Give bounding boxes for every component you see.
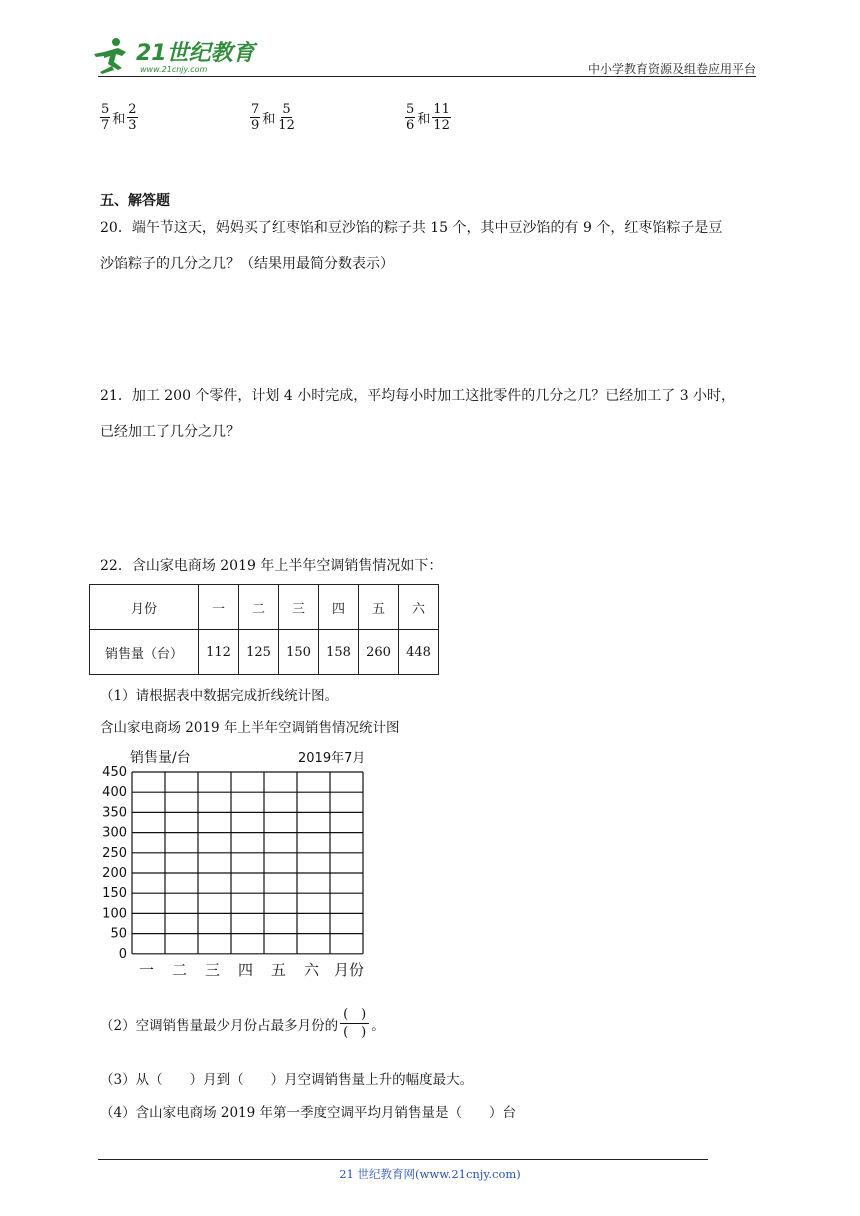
- y-tick-label: 0: [118, 946, 127, 962]
- logo-text: 21世纪教育: [136, 41, 255, 66]
- y-tick-label: 350: [102, 805, 127, 821]
- fraction: $\frac{5}{7}$: [101, 102, 110, 133]
- logo-url: www.21cnjy.com: [140, 65, 208, 74]
- x-tick-label: 一: [138, 960, 155, 979]
- fraction: $\frac{5}{6}$: [406, 102, 415, 133]
- y-tick-label: 300: [102, 825, 127, 841]
- y-tick-label: 150: [102, 886, 127, 902]
- question-22-intro: 22．含山家电商场 2019 年上半年空调销售情况如下：: [100, 558, 443, 574]
- table-cell: 125: [239, 630, 279, 675]
- question-text: 沙馅粽子的几分之几？（结果用最简分数表示）: [100, 256, 394, 272]
- answer-fraction-blank[interactable]: $\frac{( )}{( )}$: [340, 1006, 369, 1041]
- chart-date-label: 2019年7月: [298, 751, 366, 766]
- table-row: [90, 585, 439, 630]
- fraction: $\frac{7}{9}$: [251, 102, 260, 133]
- fraction-pair: $\frac{7}{9}$ 和 $\frac{5}{12}$: [251, 102, 295, 133]
- question-text: 20．端午节这天，妈妈买了红枣馅和豆沙馅的粽子共 15 个，其中豆沙馅的有 9 个，红枣馅粽子是豆: [100, 220, 723, 236]
- x-axis-label: 月份: [334, 960, 365, 979]
- footer-text: 21 世纪教育网(www.21cnjy.com): [339, 1167, 521, 1181]
- table-cell: 448: [399, 630, 439, 675]
- subquestion-1: （1）请根据表中数据完成折线统计图。: [100, 688, 339, 704]
- subquestion-2: （2）空调销售量最少月份占最多月份的 $\frac{( )}{( )}$ 。: [100, 1007, 385, 1040]
- y-axis-label: 销售量/台: [130, 750, 191, 766]
- table-cell: 四: [319, 585, 359, 630]
- footer-divider: [98, 1159, 708, 1160]
- x-tick-label: 二: [171, 960, 188, 979]
- question-20: [100, 210, 762, 282]
- table-cell: 六: [399, 585, 439, 630]
- subquestion-4: （4）含山家电商场 2019 年第一季度空调平均月销售量是（ ）台: [100, 1105, 517, 1121]
- platform-label: 中小学教育资源及组卷应用平台: [587, 62, 756, 76]
- y-tick-label: 400: [102, 785, 127, 801]
- y-tick-label: 200: [102, 866, 127, 881]
- sales-table: [89, 584, 439, 675]
- question-21: [100, 378, 762, 450]
- y-tick-label: 450: [102, 765, 127, 780]
- table-header-cell: 销售量（台）: [90, 630, 199, 675]
- x-tick-label: 三: [204, 960, 221, 979]
- x-tick-label: 五: [270, 960, 287, 979]
- y-tick-label: 250: [102, 845, 127, 861]
- site-logo: [92, 34, 262, 78]
- fraction-pair: $\frac{5}{6}$ 和 $\frac{11}{12}$: [406, 102, 450, 133]
- y-tick-label: 50: [110, 926, 127, 942]
- fraction-pair: $\frac{5}{7}$ 和 $\frac{2}{3}$: [101, 102, 137, 133]
- line-chart-grid[interactable]: [96, 742, 396, 987]
- fraction: $\frac{2}{3}$: [128, 102, 137, 133]
- table-cell: 三: [279, 585, 319, 630]
- chart-caption: 含山家电商场 2019 年上半年空调销售情况统计图: [100, 720, 400, 736]
- y-tick-label: 100: [102, 906, 127, 922]
- fraction: $\frac{5}{12}$: [278, 102, 295, 133]
- header-divider: [98, 76, 756, 77]
- question-text: 21．加工 200 个零件，计划 4 小时完成，平均每小时加工这批零件的几分之几？已经加工了 3 小时，: [100, 388, 736, 404]
- subquestion-3: （3）从（ ）月到（ ）月空调销售量上升的幅度最大。: [100, 1072, 474, 1088]
- table-cell: 150: [279, 630, 319, 675]
- section-title: 五、解答题: [100, 193, 170, 209]
- table-cell: 260: [359, 630, 399, 675]
- table-row: [90, 630, 439, 675]
- table-header-cell: 月份: [90, 585, 199, 630]
- table-cell: 二: [239, 585, 279, 630]
- table-cell: 112: [199, 630, 239, 675]
- question-text: 已经加工了几分之几？: [100, 424, 240, 440]
- fraction: $\frac{11}{12}$: [433, 102, 450, 133]
- table-cell: 一: [199, 585, 239, 630]
- x-tick-label: 六: [303, 960, 320, 979]
- table-cell: 158: [319, 630, 359, 675]
- table-cell: 五: [359, 585, 399, 630]
- x-tick-label: 四: [237, 960, 254, 979]
